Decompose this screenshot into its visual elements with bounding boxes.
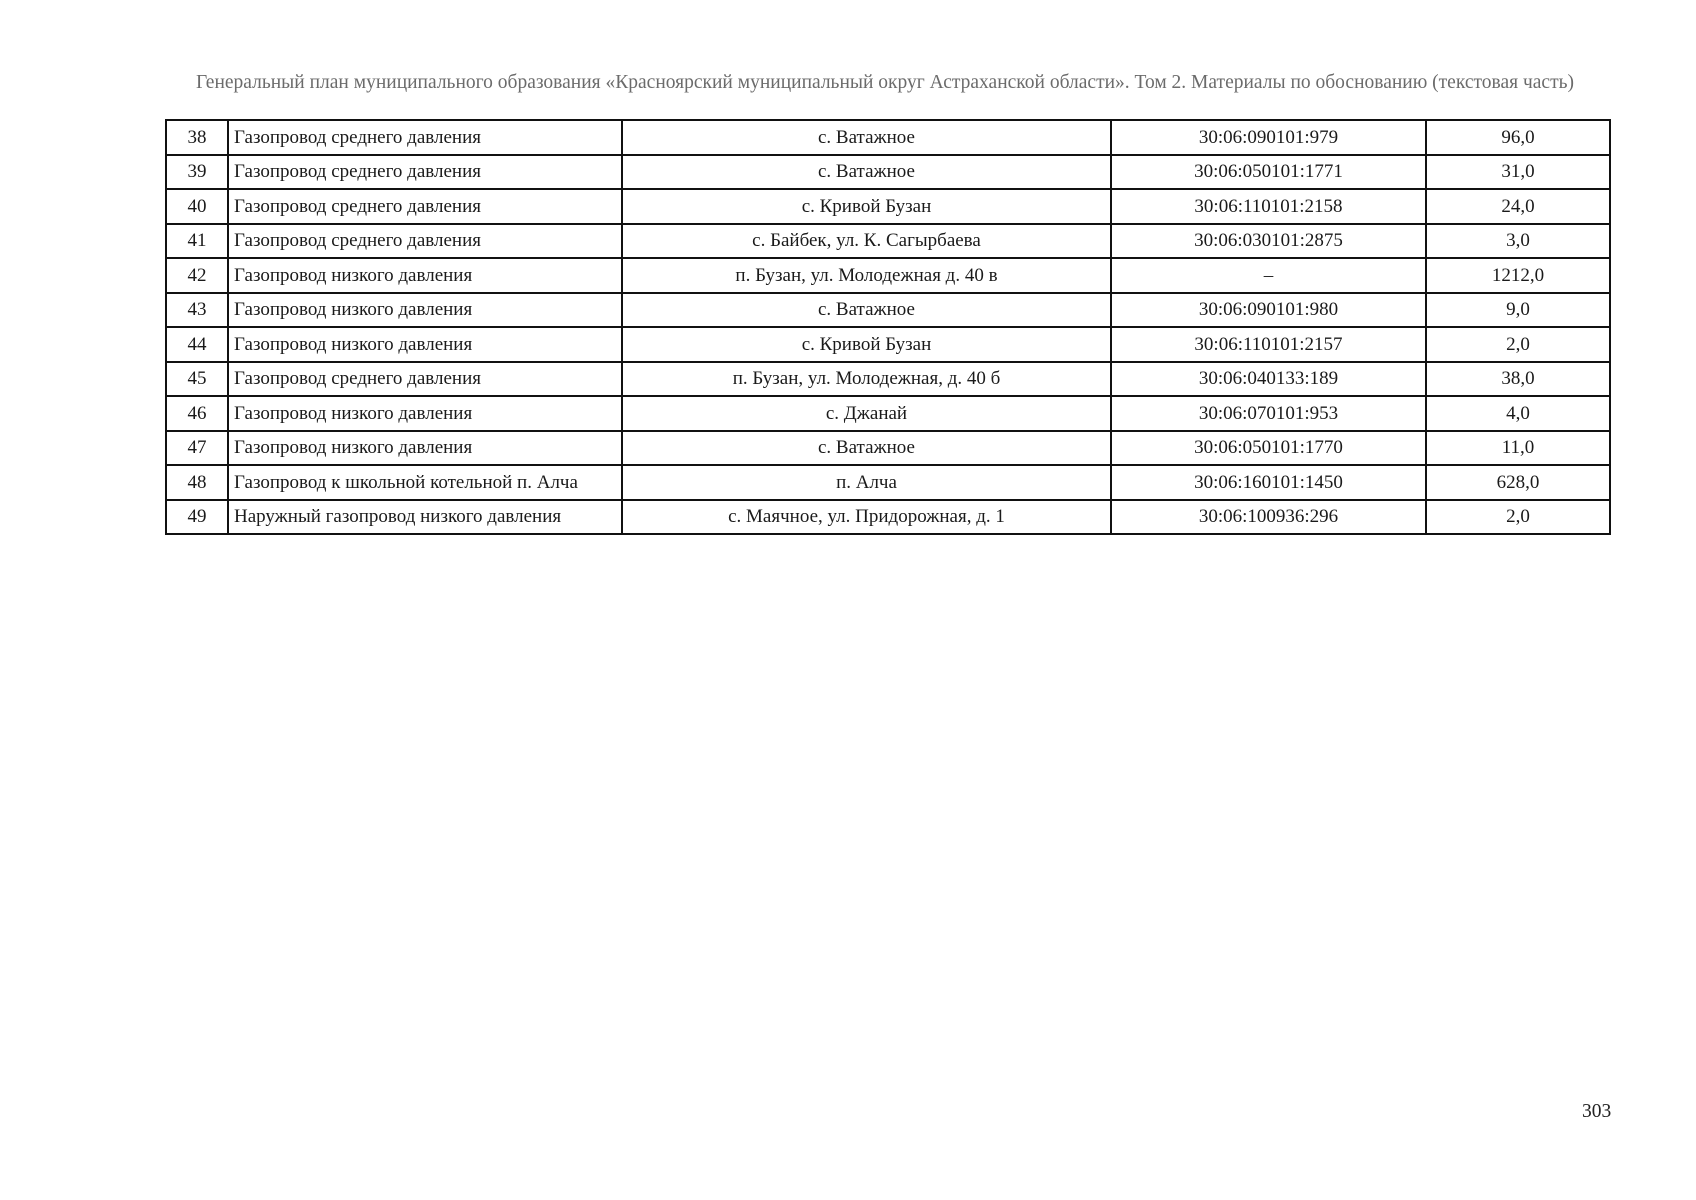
cadastral-number-cell: 30:06:070101:953 [1111,396,1426,431]
table-row [166,362,1610,397]
object-name-cell: Газопровод низкого давления [228,431,622,466]
row-number-cell: 46 [166,396,228,431]
value-cell: 1212,0 [1426,258,1610,293]
object-name-cell: Газопровод среднего давления [228,155,622,190]
object-name-cell: Наружный газопровод низкого давления [228,500,622,535]
object-name-cell: Газопровод среднего давления [228,224,622,259]
row-number-cell: 39 [166,155,228,190]
object-name-cell: Газопровод к школьной котельной п. Алча [228,465,622,500]
row-number-cell: 42 [166,258,228,293]
address-cell: с. Ватажное [622,120,1111,155]
table-row [166,120,1610,155]
object-name-cell: Газопровод среднего давления [228,189,622,224]
object-name-cell: Газопровод низкого давления [228,327,622,362]
table-row [166,500,1610,535]
table-row [166,431,1610,466]
page-number: 303 [1582,1101,1612,1122]
row-number-cell: 48 [166,465,228,500]
address-cell: с. Маячное, ул. Придорожная, д. 1 [622,500,1111,535]
address-cell: с. Кривой Бузан [622,327,1111,362]
address-cell: п. Алча [622,465,1111,500]
value-cell: 31,0 [1426,155,1610,190]
table-row [166,293,1610,328]
cadastral-number-cell: 30:06:100936:296 [1111,500,1426,535]
table-row [166,155,1610,190]
address-cell: п. Бузан, ул. Молодежная д. 40 в [622,258,1111,293]
table-row [166,258,1610,293]
table-row [166,327,1610,362]
cadastral-number-cell: 30:06:160101:1450 [1111,465,1426,500]
row-number-cell: 41 [166,224,228,259]
value-cell: 24,0 [1426,189,1610,224]
cadastral-number-cell: 30:06:050101:1770 [1111,431,1426,466]
address-cell: с. Байбек, ул. К. Сагырбаева [622,224,1111,259]
row-number-cell: 45 [166,362,228,397]
object-name-cell: Газопровод среднего давления [228,362,622,397]
value-cell: 2,0 [1426,500,1610,535]
table-row [166,189,1610,224]
cadastral-number-cell: 30:06:110101:2157 [1111,327,1426,362]
address-cell: с. Ватажное [622,431,1111,466]
value-cell: 3,0 [1426,224,1610,259]
row-number-cell: 38 [166,120,228,155]
cadastral-number-cell: 30:06:040133:189 [1111,362,1426,397]
address-cell: п. Бузан, ул. Молодежная, д. 40 б [622,362,1111,397]
value-cell: 38,0 [1426,362,1610,397]
row-number-cell: 44 [166,327,228,362]
table-row [166,465,1610,500]
address-cell: с. Джанай [622,396,1111,431]
value-cell: 9,0 [1426,293,1610,328]
cadastral-number-cell: 30:06:110101:2158 [1111,189,1426,224]
address-cell: с. Ватажное [622,155,1111,190]
row-number-cell: 49 [166,500,228,535]
address-cell: с. Кривой Бузан [622,189,1111,224]
row-number-cell: 43 [166,293,228,328]
value-cell: 2,0 [1426,327,1610,362]
row-number-cell: 40 [166,189,228,224]
cadastral-number-cell: 30:06:030101:2875 [1111,224,1426,259]
value-cell: 96,0 [1426,120,1610,155]
value-cell: 4,0 [1426,396,1610,431]
object-name-cell: Газопровод низкого давления [228,396,622,431]
page-header: Генеральный план муниципального образования «Красноярский муниципальный округ Астраханской области». Том 2. Материалы по обоснованию (текстовая часть) [196,72,1574,93]
cadastral-number-cell: 30:06:090101:979 [1111,120,1426,155]
object-name-cell: Газопровод низкого давления [228,293,622,328]
table-row [166,224,1610,259]
cadastral-number-cell: 30:06:050101:1771 [1111,155,1426,190]
object-name-cell: Газопровод среднего давления [228,120,622,155]
object-name-cell: Газопровод низкого давления [228,258,622,293]
value-cell: 628,0 [1426,465,1610,500]
table-row [166,396,1610,431]
cadastral-number-cell: 30:06:090101:980 [1111,293,1426,328]
address-cell: с. Ватажное [622,293,1111,328]
cadastral-number-cell: – [1111,258,1426,293]
value-cell: 11,0 [1426,431,1610,466]
gas-pipeline-table [165,119,1611,535]
row-number-cell: 47 [166,431,228,466]
